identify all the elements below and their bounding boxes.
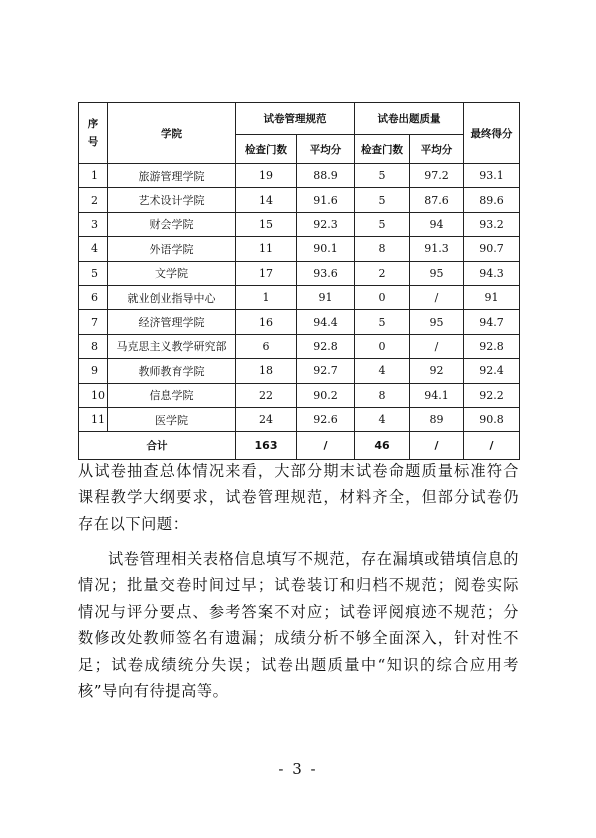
cell-mgmt-avg: 90.1 (297, 237, 355, 261)
cell-mgmt-count: 6 (236, 334, 297, 358)
cell-college: 财会学院 (108, 212, 236, 236)
cell-mgmt-count: 1 (236, 285, 297, 309)
table-row (79, 407, 520, 431)
paragraph-issues: 试卷管理相关表格信息填写不规范，存在漏填或错填信息的情况；批量交卷时间过早；试卷装订和归档不规范；阅卷实际情况与评分要点、参考答案不对应；试卷评阅痕迹不规范；分数修改处教师签名有遗漏；成绩分析不够全面深入，针对性不足；试卷成绩统分失误；试卷出题质量中“知识的综合应用考核”导向有待提高等。 (78, 550, 519, 701)
cell-q-avg: 94 (410, 212, 464, 236)
header-row-1 (79, 103, 520, 135)
cell-mgmt-avg: 92.6 (297, 407, 355, 431)
cell-no: 6 (79, 285, 108, 309)
cell-final: 89.6 (464, 188, 520, 212)
cell-college: 艺术设计学院 (108, 188, 236, 212)
cell-final: 90.8 (464, 407, 520, 431)
cell-college: 文学院 (108, 261, 236, 285)
cell-mgmt-avg: 91 (297, 285, 355, 309)
cell-q-avg: 89 (410, 407, 464, 431)
cell-final: 92.2 (464, 383, 520, 407)
cell-q-count: 5 (355, 164, 410, 188)
cell-no: 7 (79, 310, 108, 334)
cell-final: 92.8 (464, 334, 520, 358)
cell-q-avg: / (410, 285, 464, 309)
total-quality-avg: / (410, 432, 464, 460)
cell-q-count: 8 (355, 383, 410, 407)
cell-mgmt-count: 19 (236, 164, 297, 188)
cell-q-avg: 92 (410, 359, 464, 383)
cell-q-count: 8 (355, 237, 410, 261)
cell-q-count: 5 (355, 310, 410, 334)
cell-q-count: 4 (355, 359, 410, 383)
header-mgmt-avg: 平均分 (297, 135, 355, 164)
cell-college: 教师教育学院 (108, 359, 236, 383)
cell-q-avg: 95 (410, 261, 464, 285)
cell-q-avg: 87.6 (410, 188, 464, 212)
cell-mgmt-avg: 93.6 (297, 261, 355, 285)
cell-no: 11 (79, 407, 108, 431)
cell-no: 10 (79, 383, 108, 407)
cell-no: 9 (79, 359, 108, 383)
header-quality-count: 检查门数 (355, 135, 410, 164)
header-quality-avg: 平均分 (410, 135, 464, 164)
cell-mgmt-avg: 92.3 (297, 212, 355, 236)
cell-mgmt-avg: 90.2 (297, 383, 355, 407)
cell-college: 经济管理学院 (108, 310, 236, 334)
table-row (79, 164, 520, 188)
cell-mgmt-avg: 88.9 (297, 164, 355, 188)
header-seq-text: 序号 (87, 118, 99, 148)
cell-mgmt-avg: 91.6 (297, 188, 355, 212)
cell-mgmt-count: 17 (236, 261, 297, 285)
cell-q-avg: / (410, 334, 464, 358)
cell-final: 91 (464, 285, 520, 309)
cell-q-avg: 95 (410, 310, 464, 334)
cell-mgmt-avg: 92.8 (297, 334, 355, 358)
cell-mgmt-avg: 92.7 (297, 359, 355, 383)
page-number: - 3 - (278, 760, 318, 778)
table-row (79, 359, 520, 383)
cell-q-count: 2 (355, 261, 410, 285)
paragraph-summary: 从试卷抽查总体情况来看，大部分期末试卷命题质量标准符合课程教学大纲要求，试卷管理规范，材料齐全，但部分试卷仍存在以下问题： (78, 462, 519, 533)
cell-mgmt-count: 22 (236, 383, 297, 407)
cell-no: 1 (79, 164, 108, 188)
cell-mgmt-count: 18 (236, 359, 297, 383)
table-row (79, 188, 520, 212)
cell-no: 2 (79, 188, 108, 212)
total-mgmt-avg: / (297, 432, 355, 460)
header-final: 最终得分 (464, 103, 520, 164)
cell-mgmt-count: 11 (236, 237, 297, 261)
header-quality: 试卷出题质量 (355, 103, 464, 135)
total-mgmt-count: 163 (236, 432, 297, 460)
cell-college: 信息学院 (108, 383, 236, 407)
total-quality-count: 46 (355, 432, 410, 460)
table-row (79, 285, 520, 309)
cell-final: 94.3 (464, 261, 520, 285)
table-row (79, 261, 520, 285)
table-row (79, 310, 520, 334)
cell-q-count: 5 (355, 212, 410, 236)
cell-q-count: 0 (355, 334, 410, 358)
cell-final: 90.7 (464, 237, 520, 261)
cell-college: 就业创业指导中心 (108, 285, 236, 309)
cell-college: 马克思主义教学研究部 (108, 334, 236, 358)
cell-no: 5 (79, 261, 108, 285)
cell-q-avg: 94.1 (410, 383, 464, 407)
header-seq (79, 103, 108, 164)
cell-no: 4 (79, 237, 108, 261)
cell-q-avg: 97.2 (410, 164, 464, 188)
cell-mgmt-count: 24 (236, 407, 297, 431)
cell-final: 92.4 (464, 359, 520, 383)
table-row (79, 334, 520, 358)
cell-q-count: 5 (355, 188, 410, 212)
cell-q-count: 4 (355, 407, 410, 431)
header-mgmt-count: 检查门数 (236, 135, 297, 164)
total-label: 合计 (79, 432, 236, 460)
cell-college: 医学院 (108, 407, 236, 431)
cell-mgmt-count: 16 (236, 310, 297, 334)
table-row (79, 237, 520, 261)
cell-final: 94.7 (464, 310, 520, 334)
table-row (79, 383, 520, 407)
cell-no: 8 (79, 334, 108, 358)
score-table (78, 102, 520, 460)
cell-final: 93.1 (464, 164, 520, 188)
cell-no: 3 (79, 212, 108, 236)
cell-college: 外语学院 (108, 237, 236, 261)
total-row (79, 432, 520, 460)
cell-mgmt-avg: 94.4 (297, 310, 355, 334)
cell-final: 93.2 (464, 212, 520, 236)
cell-q-avg: 91.3 (410, 237, 464, 261)
total-final: / (464, 432, 520, 460)
cell-college: 旅游管理学院 (108, 164, 236, 188)
header-mgmt: 试卷管理规范 (236, 103, 355, 135)
table-row (79, 212, 520, 236)
header-college: 学院 (108, 103, 236, 164)
cell-mgmt-count: 14 (236, 188, 297, 212)
cell-mgmt-count: 15 (236, 212, 297, 236)
cell-q-count: 0 (355, 285, 410, 309)
